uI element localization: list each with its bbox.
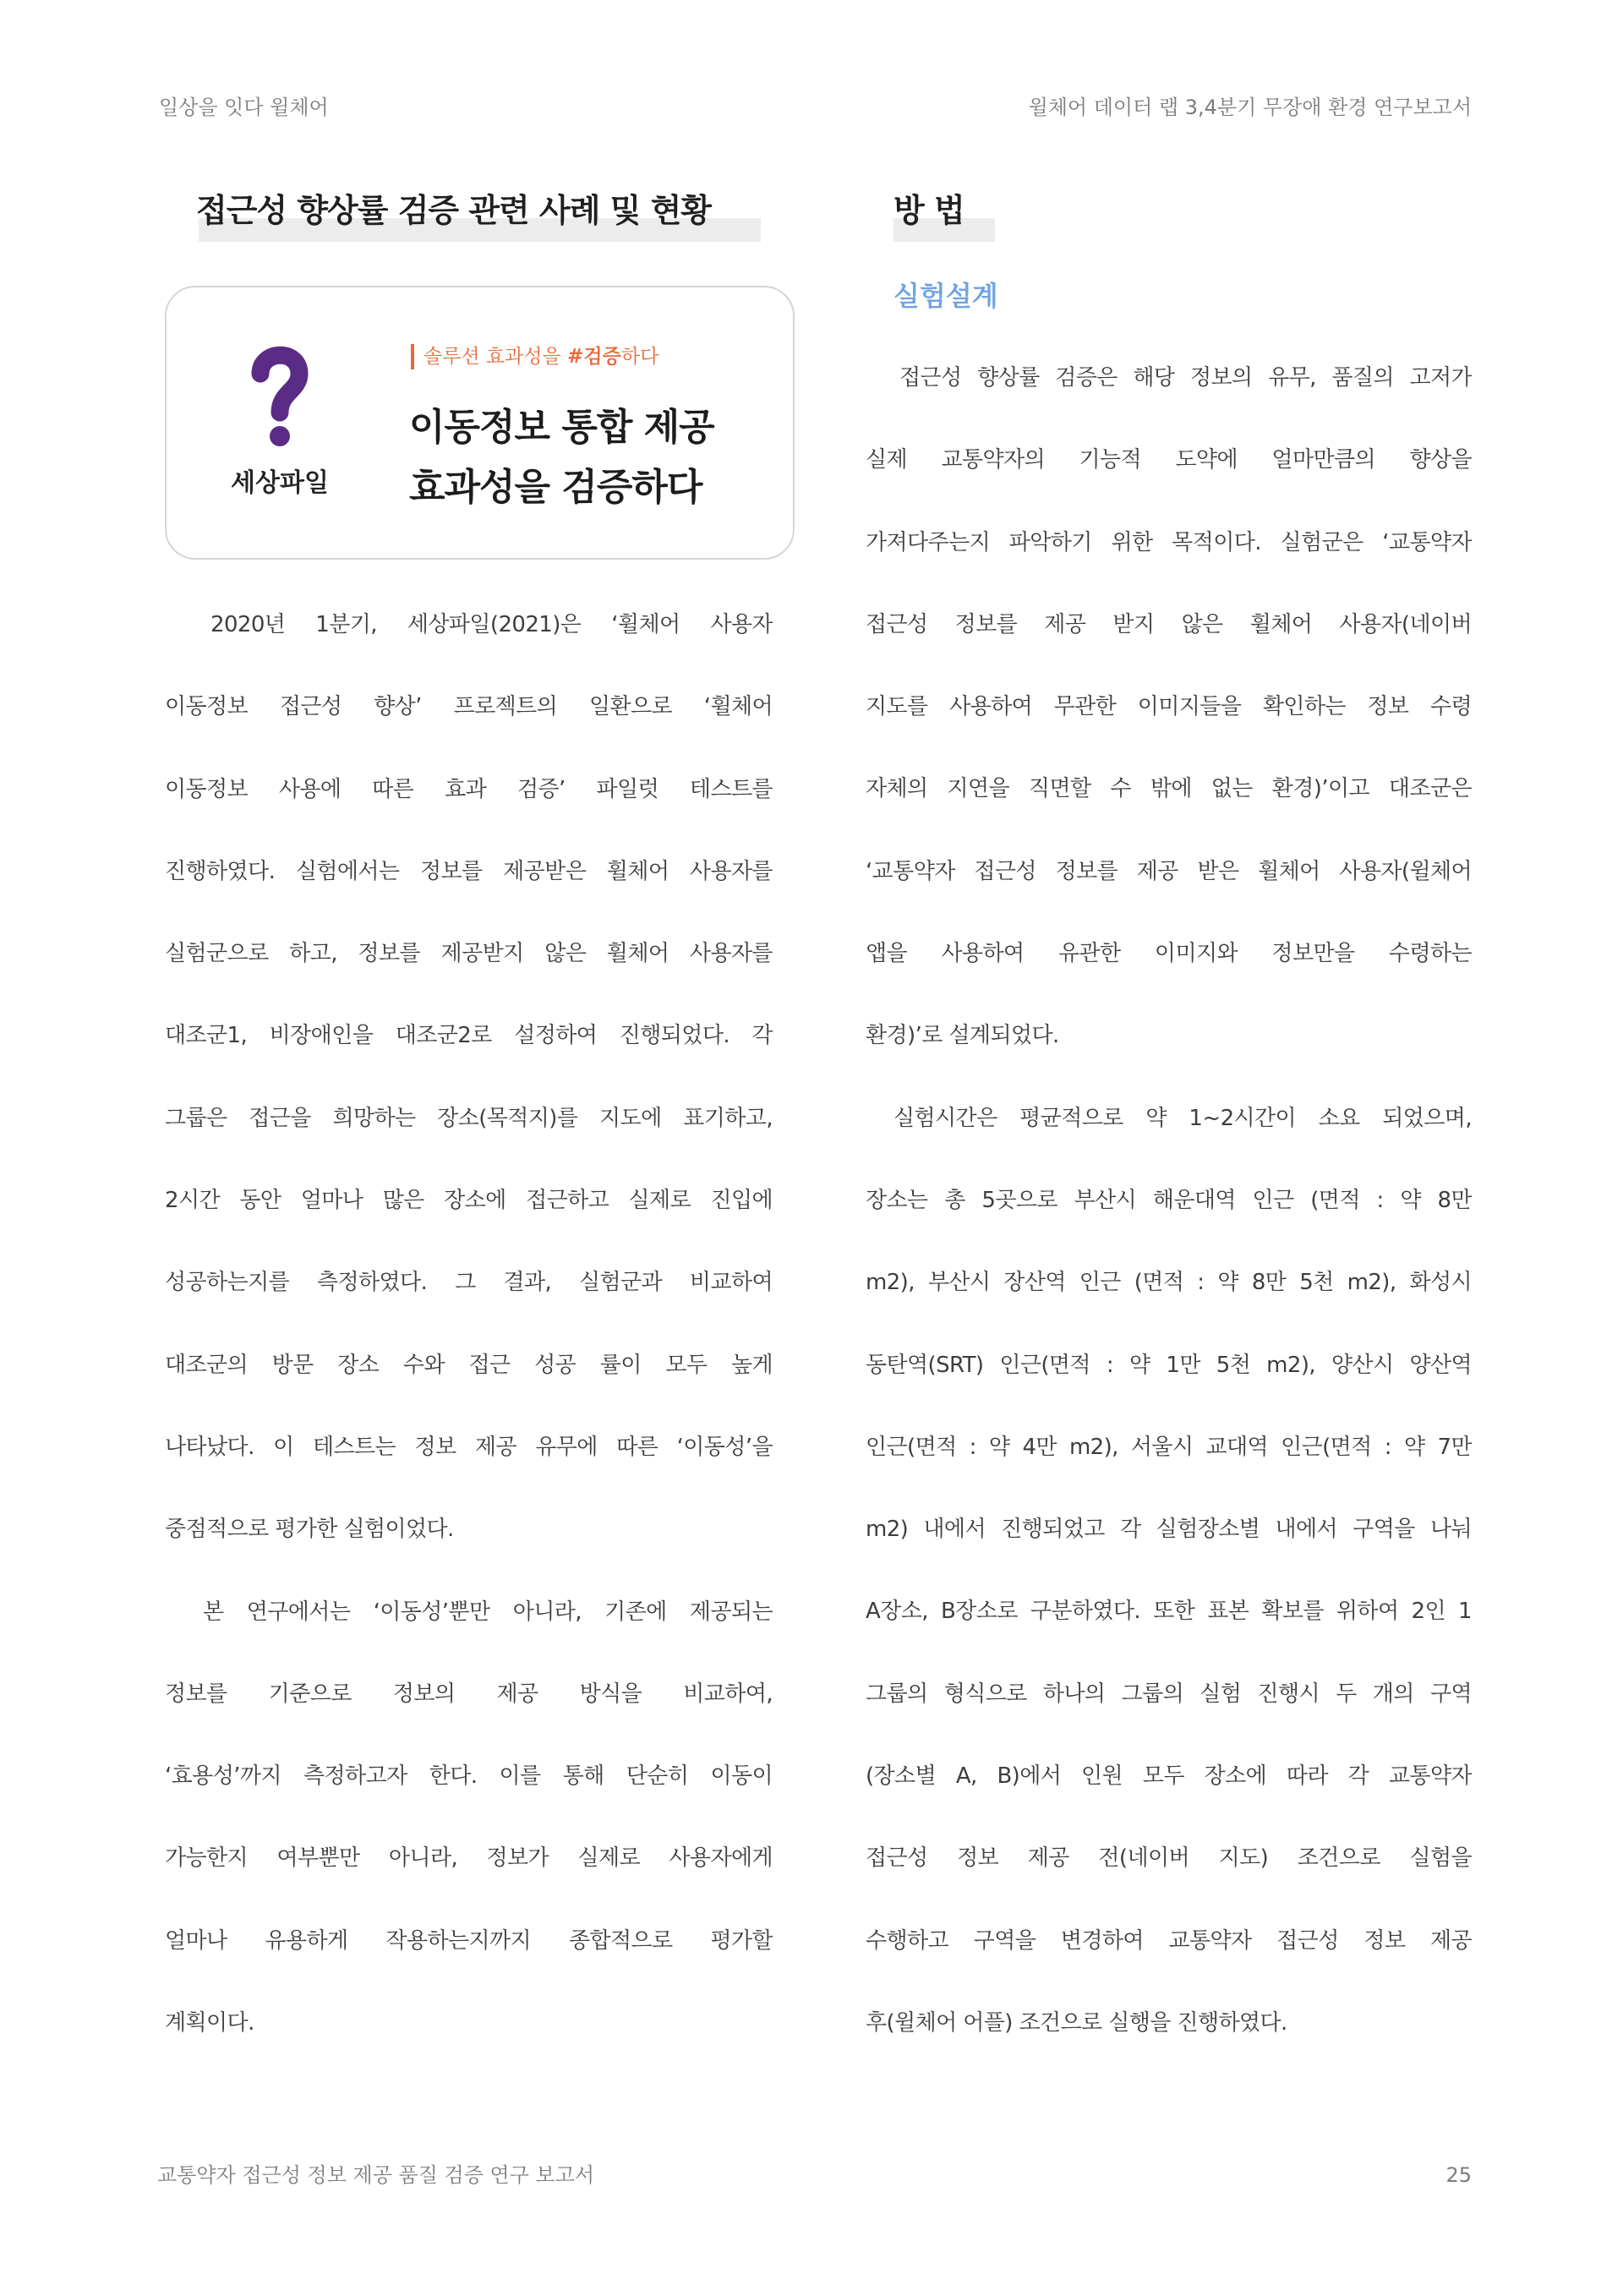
body-line: 본 연구에서는 ‘이동성’뿐만 아니라, 기존에 제공되는 [203,1599,773,1625]
body-line: 접근성 정보 제공 전(네이버 지도) 조건으로 실험을 [866,1845,1472,1872]
section-title: 접근성 향상률 검증 관련 사례 및 현황 [196,192,711,229]
body-line: 앱을 사용하여 유관한 이미지와 정보만을 수령하는 [866,941,1472,967]
body-line: m2), 부산시 장산역 인근 (면적 : 약 8만 5천 m2), 화성시 [866,1270,1472,1296]
paragraph [866,337,1472,1078]
footer-report-title: 교통약자 접근성 정보 제공 품질 검증 연구 보고서 [157,2163,595,2187]
question-mark-logo-icon [246,340,314,450]
body-line: 그룹은 접근을 희망하는 장소(목적지)를 지도에 표기하고, [165,1105,773,1131]
body-line: 실제 교통약자의 기능적 도약에 얼마만큼의 향상을 [866,447,1472,473]
left-column-body [165,584,773,2064]
body-line: 가져다주는지 파악하기 위한 목적이다. 실험군은 ‘교통약자 [866,529,1472,555]
body-line: 이동정보 사용에 따른 효과 검증’ 파일럿 테스트를 [165,776,773,802]
body-line: 이동정보 접근성 향상’ 프로젝트의 일환으로 ‘휠체어 [165,694,773,720]
body-line: m2) 내에서 진행되었고 각 실험장소별 내에서 구역을 나눠 [866,1517,1472,1543]
body-line: 접근성 향상률 검증은 해당 정보의 유무, 품질의 고저가 [899,365,1472,391]
paragraph [165,584,773,1572]
card-title [409,397,714,517]
body-line: 2020년 1분기, 세상파일(2021)은 ‘휠체어 사용자 [210,612,773,637]
body-line: 나타났다. 이 테스트는 정보 제공 유무에 따른 ‘이동성’을 [165,1434,773,1460]
body-line: ‘효용성’까지 측정하고자 한다. 이를 통해 단순히 이동이 [165,1763,773,1790]
body-line: 지도를 사용하여 무관한 이미지들을 확인하는 정보 수령 [866,694,1472,720]
body-line: 대조군1, 비장애인을 대조군2로 설정하여 진행되었다. 각 [165,1023,773,1049]
body-line: 장소는 총 5곳으로 부산시 해운대역 인근 (면적 : 약 8만 [866,1187,1472,1213]
body-line: 후(윌체어 어플) 조건으로 실행을 진행하였다. [866,2009,1287,2036]
header-report-title: 윌체어 데이터 랩 3,4분기 무장애 환경 연구보고서 [1028,96,1472,119]
tagline-suffix: 하다 [620,346,659,368]
body-line: A장소, B장소로 구분하였다. 또한 표본 확보를 위하여 2인 1 [866,1599,1472,1625]
case-card [165,286,795,560]
body-line: 계획이다. [165,2010,254,2036]
logo-wordmark: 세상파일 [231,468,329,498]
body-line: 실험군으로 하고, 정보를 제공받지 않은 휠체어 사용자를 [165,941,773,967]
right-column-body [866,337,1472,2064]
body-line: 진행하였다. 실험에서는 정보를 제공받은 휠체어 사용자를 [165,858,773,884]
body-line: 인근(면적 : 약 4만 m2), 서울시 교대역 인근(면적 : 약 7만 [866,1434,1472,1460]
body-line: 접근성 정보를 제공 받지 않은 휠체어 사용자(네이버 [866,611,1472,637]
body-line: 동탄역(SRT) 인근(면적 : 약 1만 5천 m2), 양산시 양산역 [866,1352,1472,1378]
body-line: 2시간 동안 얼마나 많은 장소에 접근하고 실제로 진입에 [165,1188,773,1214]
body-line: 중점적으로 평가한 실험이었다. [165,1517,454,1543]
body-line: ‘교통약자 접근성 정보를 제공 받은 휠체어 사용자(윌체어 [866,858,1472,884]
body-line: 성공하는지를 측정하였다. 그 결과, 실험군과 비교하여 [165,1270,773,1296]
card-tagline [424,342,658,371]
body-line: 얼마나 유용하게 작용하는지까지 종합적으로 평가할 [165,1927,773,1954]
subsection-title: 실험설계 [893,280,998,312]
body-line: 자체의 지연을 직면할 수 밖에 없는 환경)’이고 대조군은 [866,776,1472,802]
card-title-line: 이동정보 통합 제공 [409,406,714,449]
tagline-emphasis: #검증 [567,346,621,368]
body-line: 실험시간은 평균적으로 약 1~2시간이 소요 되었으며, [893,1105,1472,1131]
body-line: 가능한지 여부뿐만 아니라, 정보가 실제로 사용자에게 [165,1845,773,1872]
section-title: 방 법 [893,192,965,229]
paragraph [866,1078,1472,2065]
body-line: 수행하고 구역을 변경하여 교통약자 접근성 정보 제공 [866,1927,1472,1954]
body-line: 환경)’로 설계되었다. [866,1023,1059,1049]
page-number: 25 [1445,2163,1472,2187]
header-publisher: 일상을 잇다 윌체어 [159,96,329,119]
body-line: 정보를 기준으로 정보의 제공 방식을 비교하여, [165,1681,773,1707]
tagline-prefix: 솔루션 효과성을 [424,346,568,368]
body-line: 그룹의 형식으로 하나의 그룹의 실험 진행시 두 개의 구역 [866,1681,1472,1707]
body-line: 대조군의 방문 장소 수와 접근 성공 률이 모두 높게 [165,1352,773,1378]
tagline-accent-bar [411,344,414,369]
card-title-line: 효과성을 검증하다 [409,466,702,509]
body-line: (장소별 A, B)에서 인원 모두 장소에 따라 각 교통약자 [866,1763,1472,1790]
paragraph [165,1572,773,2065]
